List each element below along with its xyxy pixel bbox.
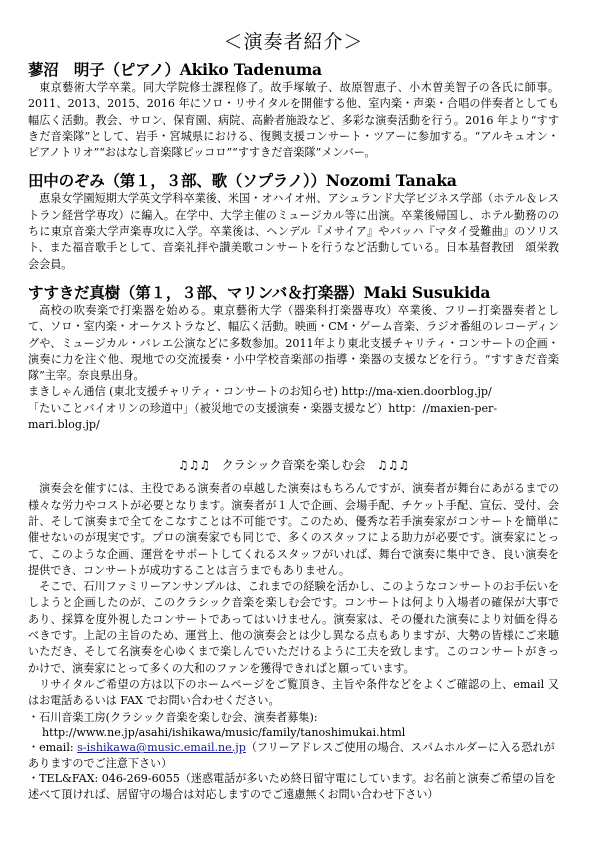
section-heading-text: クラシック音楽を楽しむ会	[221, 458, 366, 473]
blog-link-makishan[interactable]: まきしゃん通信 (東北支援チャリティ・コンサートのお知らせ) http://ma-xien.doorblog.jp/	[28, 385, 492, 399]
profile-heading: 田中のぞみ（第１，３部、歌（ソプラノ））Nozomi Tanaka	[28, 171, 457, 191]
tel-fax-note: （迷惑電話が多いため終日留守電にしています。お名前と演奏ご希望の旨を述べて頂ければ、居留守の場合は対応しますのでご遠慮無くお問い合わせ下さい）	[28, 772, 557, 801]
profile-bio: 恵泉女学園短期大学英文学科卒業後、米国・オハイオ州、アシュランド大学ビジネス学部（ホテル＆レストラン経営学専攻）に編入。在学中、大学主催のミュージカル等に出演。卒業後帰国し、ホテル勤務ののちに東京音楽大学声楽専攻に入学。卒業後は、ヘンデル『メサイア』やバッハ『マタイ受難曲』のソリスト、また福音歌手として、音楽礼拝や讃美歌コンサートを行うなど活動している。日本基督教団 頌栄教会会員。	[28, 192, 559, 271]
profile-nozomi-tanaka	[28, 171, 559, 272]
profile-bio: 東京藝術大学卒業。同大学院修士課程修了。故手塚敏子、故原智恵子、小木曽美智子の各氏に師事。2011、2013、2015、2016 年にソロ・リサイタルを開催する他、室内楽・声楽・合唱の伴奏者としても幅広く活動。教会、サロン、保育園、病院、高齢者施設など、多彩な演奏活動を行う。2016 年より“すすきだ音楽隊”として、岩手・宮城県における、復興支援コンサート・ツアーに参加する。“アルキュオン・ピアノトリオ”“おはなし音楽隊ピッコロ”“すすきだ音楽隊”メンバー。	[28, 81, 559, 160]
page-title: ＜演奏者紹介＞	[223, 31, 364, 53]
org-url-link[interactable]: http://www.ne.jp/asahi/ishikawa/music/family/tanoshimukai.html	[42, 725, 406, 739]
email-link[interactable]: s-ishikawa@music.email.ne.jp	[77, 741, 246, 755]
section-paragraph: そこで、石川ファミリーアンサンブルは、これまでの経験を活かし、このようなコンサートのお手伝いをしようと企画したのが、このクラシック音楽を楽しむ会です。コンサートは何より入場者の確保が大事であり、採算を度外視したコンサートであってはいけません。演奏家は、その優れた演奏により対価を得るべきです。上記の主旨のため、運営上、他の演奏会とは少し異なる点もありますが、大勢の皆様にご来聴いただき、そして名演奏を心ゆくまで楽しんでいただけるように工夫を致します。このコンサートがきっかけで、演奏家にとって多くの大和のファンを獲得できればと願っています。	[28, 580, 559, 675]
profile-bio: 高校の吹奏楽で打楽器を始める。東京藝術大学（器楽科打楽器専攻）卒業後、フリー打楽器奏者として、ソロ・室内楽・オーケストラなど、幅広く活動。映画・CM・ゲーム音楽、ラジオ番組のレコーディングや、ミュージカル・バレエ公演などに多数参加。2011年より東北支援チャリティ・コンサートの企画・演奏に力を注ぐ他、現地での交流援奏・小中学校音楽部の指導・楽器の支援などを行う。“すすきだ音楽隊”主宰。奈良県出身。	[28, 303, 559, 383]
contact-email	[28, 740, 559, 771]
email-note: （フリーアドレスご使用の場合、スパムホルダーに入る恐れがありますのでご注意下さい）	[28, 741, 555, 770]
profile-maki-susukida	[28, 283, 559, 433]
section-heading	[28, 455, 559, 475]
music-notes-icon: ♫♫♫	[376, 458, 410, 473]
profile-heading: すすきだ真樹（第１，３部、マリンバ＆打楽器）Maki Susukida	[28, 282, 491, 302]
tel-fax-label: ・TEL&FAX: 046-269-6055	[28, 772, 180, 786]
org-label: ・石川音楽工房(クラシック音楽を楽しむ会、演奏者募集):	[28, 710, 318, 724]
profile-akiko-tadenuma	[28, 60, 559, 161]
section-paragraph: リサイタルご希望の方は以下のホームページをご覧頂き、主旨や条件などをよくご確認の上、email 又はお電話あるいは FAX でお問い合わせください。	[28, 677, 559, 708]
music-notes-icon: ♫♫♫	[177, 458, 211, 473]
email-label: ・email:	[28, 741, 78, 755]
profile-heading: 蓼沼 明子（ピアノ）Akiko Tadenuma	[28, 60, 322, 79]
contact-list	[28, 710, 559, 802]
contact-org	[28, 710, 559, 741]
blog-link-taiko-violin[interactable]: 「たいことバイオリンの珍道中」（被災地での支援演奏・楽器支援など）http：//maxien-per-mari.blog.jp/	[28, 401, 498, 432]
contact-tel-fax	[28, 771, 559, 802]
section-paragraph: 演奏会を催すには、主役である演奏者の卓越した演奏はもちろんですが、演奏者が舞台にあがるまでの様々な労力やコストが必要となります。演奏者が１人で企画、会場手配、チケット手配、宣伝、受付、会計、そして演奏まで全てをこなすことは不可能です。このため、優秀な若手演奏家がコンサートを簡単に催せないのが現実です。プロの演奏家でも同じで、多くのスタッフによる助力が必要です。演奏家にとって、このような企画、運営をサポートしてくれるスタッフがいれば、舞台で演奏に集中でき、良い演奏を提供でき、コンサートが成功することは言うまでもありません。	[28, 482, 559, 577]
